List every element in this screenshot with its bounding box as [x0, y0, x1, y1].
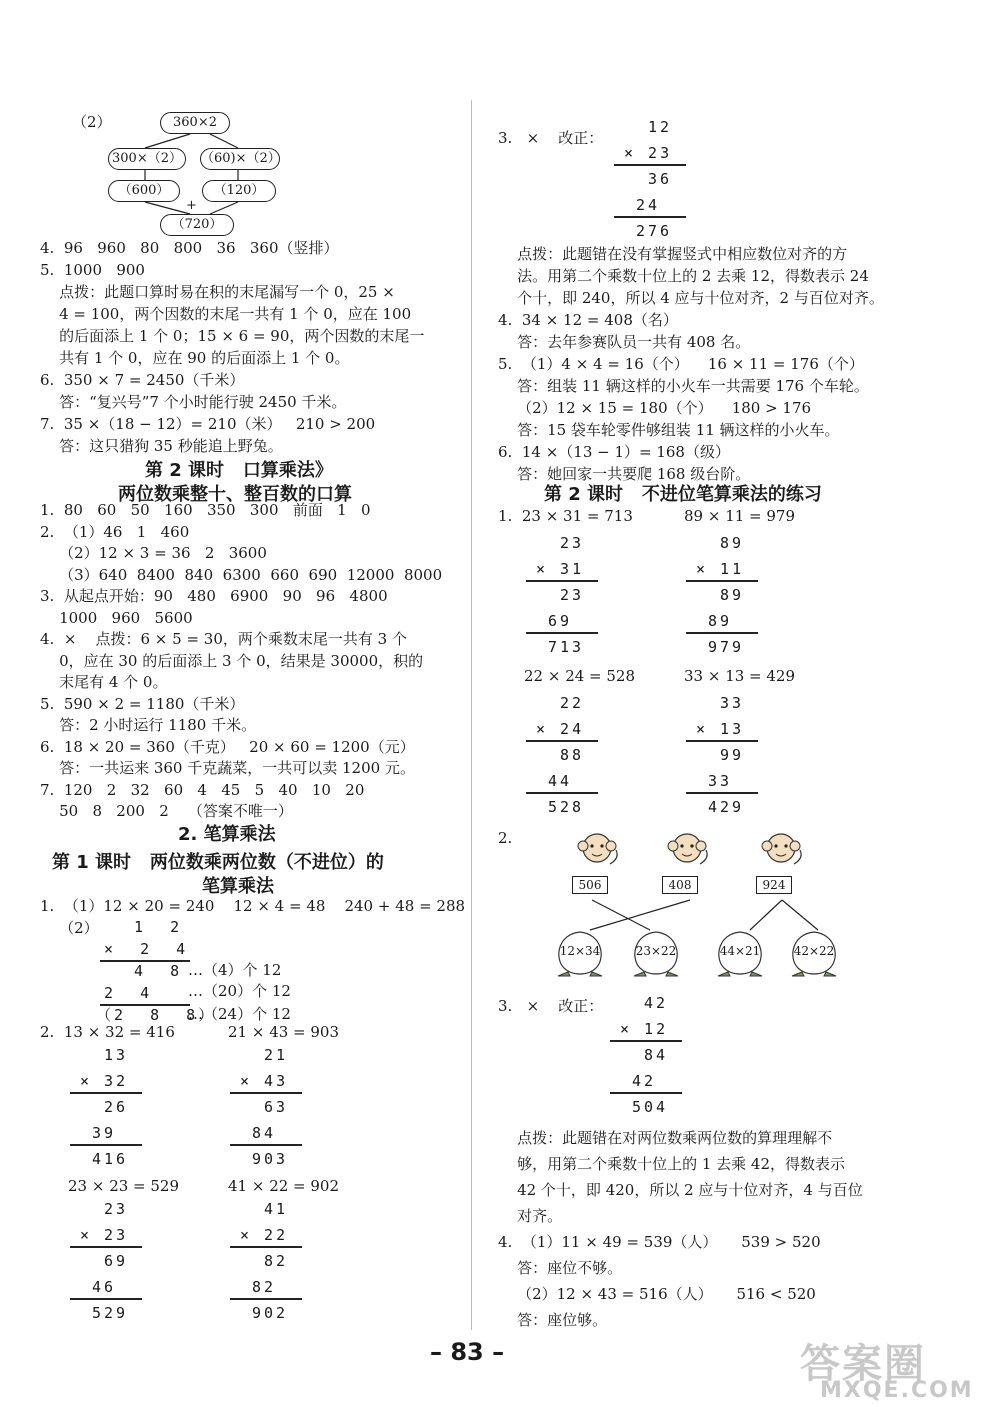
- answer-line: 5. 1000 900: [40, 261, 145, 279]
- r-q1-eq-d: 33 × 13 = 429: [684, 667, 796, 685]
- q2-eq-b: 21 × 43 = 903: [228, 1023, 340, 1041]
- vertical-row: 89: [720, 586, 745, 604]
- vertical-row: 46: [92, 1278, 117, 1296]
- vertical-row: 12: [648, 118, 673, 136]
- vertical-row: 903: [252, 1150, 289, 1168]
- watermark-logo: 答案圈: [800, 1341, 926, 1387]
- answer-line: 2. （1）46 1 460: [40, 522, 190, 541]
- answer-line: 6. 18 × 20 = 360（千克） 20 × 60 = 1200（元）: [40, 737, 415, 756]
- answer-line: 5. 590 × 2 = 1180（千米）: [40, 694, 245, 713]
- answer-line: （2）12 × 15 = 180（个） 180 > 176: [498, 399, 812, 417]
- vertical-row: 416: [92, 1150, 129, 1168]
- answer-line: 4. 96 960 80 800 36 360（竖排）: [40, 239, 339, 257]
- vertical-row: 36: [648, 170, 673, 188]
- vertical-row: × 43: [240, 1072, 289, 1090]
- answer-line: 答：组装 11 辆这样的小火车一共需要 176 个车轮。: [498, 377, 869, 395]
- vertical-row: 26: [104, 1098, 129, 1116]
- answer-line: 法。用第二个乘数十位上的 2 去乘 12，得数表示 24: [498, 267, 869, 285]
- vertical-row: × 31: [536, 560, 585, 578]
- vertical-rule: [686, 740, 758, 742]
- vertical-row: × 11: [696, 560, 745, 578]
- answer-line: 对齐。: [498, 1207, 563, 1225]
- r-q1-eq-b: 89 × 11 = 979: [684, 507, 796, 525]
- answer-line: 6. 350 × 7 = 2450（千米）: [40, 371, 245, 389]
- answer-line: （2）: [40, 919, 99, 937]
- peach-expression: 12×34: [559, 944, 601, 958]
- vertical-rule: [230, 1144, 302, 1146]
- vertical-row: 39: [92, 1124, 117, 1142]
- answer-line: 答：座位不够。: [498, 1259, 623, 1277]
- q1-v-r5-note: …（24）个 12: [188, 1005, 291, 1023]
- answer-line: 末尾有 4 个 0。: [40, 673, 168, 691]
- monkey-number-tag: 506: [572, 876, 608, 894]
- answer-line: 答：座位够。: [498, 1311, 608, 1329]
- section-title-oral: 第 2 课时 口算乘法》: [145, 460, 333, 481]
- vertical-row: 88: [560, 746, 585, 764]
- answer-line: 4. （1）11 × 49 = 539（人） 539 > 520: [498, 1233, 821, 1251]
- vertical-rule: [70, 1144, 142, 1146]
- vertical-row: 99: [720, 746, 745, 764]
- peach-icon: [552, 928, 608, 978]
- vertical-row: 44: [548, 772, 573, 790]
- vertical-row: × 13: [696, 720, 745, 738]
- peach-icon: [786, 928, 842, 978]
- tree-plus: +: [186, 198, 197, 213]
- answer-line: 答：一共运来 360 千克蔬菜，一共可以卖 1200 元。: [40, 759, 415, 777]
- answer-line: 5. （1）4 × 4 = 16（个） 16 × 11 = 176（个）: [498, 355, 864, 373]
- vertical-row: 23: [560, 534, 585, 552]
- vertical-row: 23: [560, 586, 585, 604]
- tree-l2: （600）: [108, 180, 180, 202]
- vertical-rule: [70, 1092, 142, 1094]
- answer-line: 答：“复兴号”7 个小时能行驶 2450 千米。: [40, 393, 347, 411]
- vertical-row: 89: [720, 534, 745, 552]
- peach-icon: [628, 928, 684, 978]
- answer-line: （3）640 8400 840 6300 660 690 12000 8000: [40, 565, 443, 584]
- vertical-rule: [526, 792, 598, 794]
- vertical-row: 42: [632, 1072, 657, 1090]
- answer-line: 个十，即 240，所以 4 应与十位对齐，2 与百位对齐。: [498, 289, 884, 307]
- r-q3b-head: 3. × 改正：: [498, 997, 604, 1015]
- peach-expression: 42×22: [793, 944, 835, 958]
- answer-line: 答：她回家一共要爬 168 级台阶。: [498, 465, 751, 483]
- answer-line: 4. 34 × 12 = 408（名）: [498, 311, 678, 329]
- section-subtitle-written-2: 笔算乘法: [202, 876, 274, 897]
- vertical-rule: [614, 164, 686, 166]
- answer-line: 0，应在 30 的后面添上 3 个 0，结果是 30000，积的: [40, 651, 424, 670]
- answer-line: 共有 1 个 0，应在 90 的后面添上 1 个 0。: [40, 349, 350, 367]
- answer-line: 的后面添上 1 个 0；15 × 6 = 90，两个因数的末尾一: [40, 327, 425, 345]
- section-title-written: 2. 笔算乘法: [178, 824, 276, 845]
- vertical-row: 24: [636, 196, 661, 214]
- vertical-row: × 22: [240, 1226, 289, 1244]
- q1-v-r2: × 2 4: [104, 940, 189, 958]
- q1-v-r3-note: …（4）个 12: [188, 961, 282, 979]
- vertical-rule: [230, 1246, 302, 1248]
- vertical-rule: [230, 1298, 302, 1300]
- vertical-row: 22: [560, 694, 585, 712]
- vertical-row: 13: [104, 1046, 129, 1064]
- monkey-number-tag: 924: [756, 876, 792, 894]
- answer-line: 答：2 小时运行 1180 千米。: [40, 716, 257, 734]
- answer-line: 3. 从起点开始：90 480 6900 90 96 4800: [40, 587, 388, 605]
- vertical-row: 69: [548, 612, 573, 630]
- vertical-rule: [686, 632, 758, 634]
- vertical-row: 713: [548, 638, 585, 656]
- vertical-rule: [614, 216, 686, 218]
- answer-line: 4. × 点拨：6 × 5 = 30，两个乘数末尾一共有 3 个: [40, 630, 407, 648]
- q3-label: （2）: [72, 113, 112, 131]
- vertical-rule: [526, 580, 598, 582]
- q2-eq-a: 2. 13 × 32 = 416: [40, 1023, 175, 1041]
- tree-l1: 300×（2）: [108, 148, 186, 170]
- tree-r2: （120）: [202, 180, 276, 202]
- vertical-row: × 23: [80, 1226, 129, 1244]
- vertical-rule: [610, 1092, 682, 1094]
- r-q2-label: 2.: [498, 829, 513, 847]
- q1-v-r5: （2 8 8）: [96, 1006, 217, 1024]
- answer-line: 7. 35 ×（18 − 12）= 210（米） 210 > 200: [40, 415, 376, 433]
- q1-v-r4: 2 4: [104, 984, 153, 1002]
- vertical-row: 63: [264, 1098, 289, 1116]
- answer-line: 答：15 袋车轮零件够组装 11 辆这样的小火车。: [498, 421, 840, 439]
- answer-line: 1000 960 5600: [40, 608, 193, 627]
- section-subtitle-oral: 两位数乘整十、整百数的口算: [118, 484, 352, 505]
- vertical-row: 429: [708, 798, 745, 816]
- vertical-row: 89: [708, 612, 733, 630]
- vertical-rule: [230, 1092, 302, 1094]
- vertical-row: 82: [252, 1278, 277, 1296]
- tree-top: 360×2: [160, 112, 230, 134]
- vertical-row: × 12: [620, 1020, 669, 1038]
- answer-line: 够，用第二个乘数十位上的 1 去乘 42，得数表示: [498, 1155, 846, 1173]
- vertical-rule: [686, 792, 758, 794]
- monkey-icon: [664, 830, 710, 876]
- tree-r1: （60)×（2）: [200, 148, 280, 170]
- q1-v-r1: 1 2: [134, 918, 183, 936]
- peach-expression: 44×21: [719, 944, 761, 958]
- answer-line: 4 = 100，两个因数的末尾一共有 1 个 0，应在 100: [40, 305, 412, 323]
- answer-line: 点拨：此题口算时易在积的末尾漏写一个 0，25 ×: [40, 283, 395, 301]
- r-q1-eq-a: 1. 23 × 31 = 713: [498, 507, 633, 525]
- vertical-row: 276: [636, 222, 673, 240]
- vertical-row: 504: [632, 1098, 669, 1116]
- section-subtitle-written: 第 1 课时 两位数乘两位数（不进位）的: [52, 852, 384, 873]
- answer-line: 1. 80 60 50 160 350 300 前面 1 0: [40, 501, 371, 519]
- answer-line: 答：去年参赛队员一共有 408 名。: [498, 333, 751, 351]
- vertical-row: 21: [264, 1046, 289, 1064]
- vertical-row: × 24: [536, 720, 585, 738]
- monkey-icon: [758, 830, 804, 876]
- vertical-row: × 32: [80, 1072, 129, 1090]
- q2-eq-d: 41 × 22 = 902: [228, 1177, 340, 1195]
- vertical-rule: [526, 740, 598, 742]
- r-q3-head: 3. × 改正：: [498, 129, 604, 147]
- answer-line: 点拨：此题错在对两位数乘两位数的算理理解不: [498, 1129, 833, 1147]
- vertical-rule: [686, 580, 758, 582]
- answer-line: （2）12 × 3 = 36 2 3600: [40, 544, 267, 562]
- tree-bottom: （720）: [160, 214, 234, 236]
- vertical-row: 42: [644, 994, 669, 1012]
- monkey-icon: [574, 830, 620, 876]
- section-title-practice: 第 2 课时 不进位笔算乘法的练习: [544, 484, 822, 505]
- vertical-row: 529: [92, 1304, 129, 1322]
- q1-v-r4-note: …（20）个 12: [188, 982, 291, 1000]
- q1-v-r3: 4 8: [134, 962, 183, 980]
- column-divider: [471, 100, 472, 1330]
- answer-line: 42 个十，即 420，所以 2 应与十位对齐，4 与百位: [498, 1181, 863, 1199]
- vertical-row: 41: [264, 1200, 289, 1218]
- vertical-row: 84: [252, 1124, 277, 1142]
- monkey-number-tag: 408: [662, 876, 698, 894]
- peach-icon: [712, 928, 768, 978]
- answer-line: 50 8 200 2 （答案不唯一）: [40, 802, 293, 820]
- answer-line: 7. 120 2 32 60 4 45 5 40 10 20: [40, 780, 365, 799]
- vertical-rule: [70, 1298, 142, 1300]
- vertical-row: × 23: [624, 144, 673, 162]
- vertical-rule: [610, 1040, 682, 1042]
- answer-line: 6. 14 ×（13 − 1）= 168（级）: [498, 443, 730, 461]
- vertical-row: 84: [644, 1046, 669, 1064]
- watermark-url: MXQE.COM: [820, 1378, 974, 1403]
- vertical-row: 33: [708, 772, 733, 790]
- vertical-row: 902: [252, 1304, 289, 1322]
- peach-expression: 23×22: [635, 944, 677, 958]
- vertical-row: 69: [104, 1252, 129, 1270]
- answer-line: 1. （1）12 × 20 = 240 12 × 4 = 48 240 + 48 = 288: [40, 897, 466, 915]
- answer-line: （2）12 × 43 = 516（人） 516 < 520: [498, 1285, 816, 1303]
- vertical-row: 33: [720, 694, 745, 712]
- vertical-row: 82: [264, 1252, 289, 1270]
- vertical-rule: [70, 1246, 142, 1248]
- vertical-row: 528: [548, 798, 585, 816]
- r-q1-eq-c: 22 × 24 = 528: [524, 667, 636, 685]
- answer-line: 点拨：此题错在没有掌握竖式中相应数位对齐的方: [498, 245, 848, 263]
- page-number: – 83 –: [430, 1338, 505, 1366]
- answer-line: 答：这只猎狗 35 秒能追上野兔。: [40, 437, 283, 455]
- vertical-rule: [526, 632, 598, 634]
- vertical-row: 979: [708, 638, 745, 656]
- vertical-row: 23: [104, 1200, 129, 1218]
- q2-eq-c: 23 × 23 = 529: [68, 1177, 180, 1195]
